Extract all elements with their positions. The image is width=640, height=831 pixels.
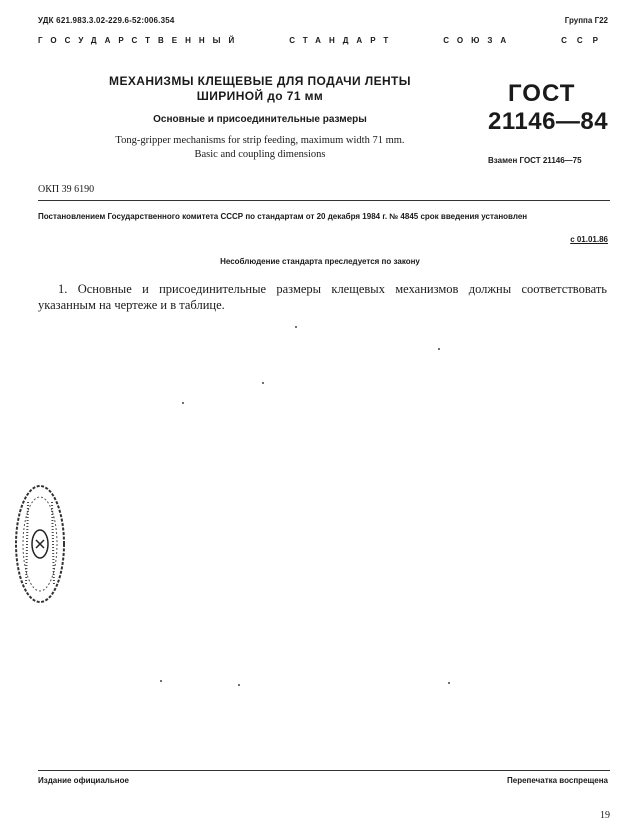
- replaces-note: Взамен ГОСТ 21146—75: [488, 156, 582, 165]
- banner-word-4: ССР: [561, 36, 608, 45]
- banner-word-1: ГОСУДАРСТВЕННЫЙ: [38, 36, 243, 45]
- gost-label: ГОСТ: [508, 80, 576, 107]
- legal-notice: Несоблюдение стандарта преследуется по закону: [220, 257, 420, 266]
- divider-bottom: [38, 770, 610, 771]
- title-ru-line1: МЕХАНИЗМЫ КЛЕЩЕВЫЕ ДЛЯ ПОДАЧИ ЛЕНТЫ: [109, 74, 411, 88]
- title-ru-line2: ШИРИНОЙ до 71 мм: [196, 89, 324, 103]
- page-number: 19: [600, 810, 610, 821]
- divider-top: [38, 200, 610, 201]
- okp-code: ОКП 39 6190: [38, 184, 95, 195]
- banner-word-2: СТАНДАРТ: [289, 36, 397, 45]
- gost-number: 21146—84: [488, 108, 609, 135]
- title-ru-subtitle: Основные и присоединительные размеры: [153, 114, 367, 125]
- scan-speck: [438, 348, 440, 350]
- udk-code: УДК 621.983.3.02-229.6-52:006.354: [38, 16, 175, 25]
- scan-speck: [182, 402, 184, 404]
- document-title: [100, 74, 420, 162]
- scan-speck: [160, 680, 162, 682]
- introduction-date: с 01.01.86: [570, 235, 608, 244]
- scan-speck: [262, 382, 264, 384]
- decree-text: Постановлением Государственного комитета СССР по стандартам от 20 декабря 1984 г. № 4845 срок введения установлен: [38, 212, 528, 221]
- inspection-stamp: [12, 482, 68, 606]
- scan-speck: [448, 682, 450, 684]
- banner-word-3: СОЮЗА: [443, 36, 515, 45]
- paragraph-1: 1. Основные и присоединительные размеры клещевых механизмов должны соответствовать указанным на чертеже и в таблице.: [38, 282, 607, 312]
- title-en-line2: Basic and coupling dimensions: [194, 149, 326, 160]
- scan-speck: [238, 684, 240, 686]
- group-code: Группа Г22: [564, 16, 608, 25]
- scan-speck: [295, 326, 297, 328]
- reprint-prohibited: Перепечатка воспрещена: [507, 776, 608, 785]
- title-en-line1: Tong-gripper mechanisms for strip feeding, maximum width 71 mm.: [115, 135, 405, 146]
- state-standard-banner: [38, 36, 608, 45]
- official-edition: Издание официальное: [38, 776, 129, 785]
